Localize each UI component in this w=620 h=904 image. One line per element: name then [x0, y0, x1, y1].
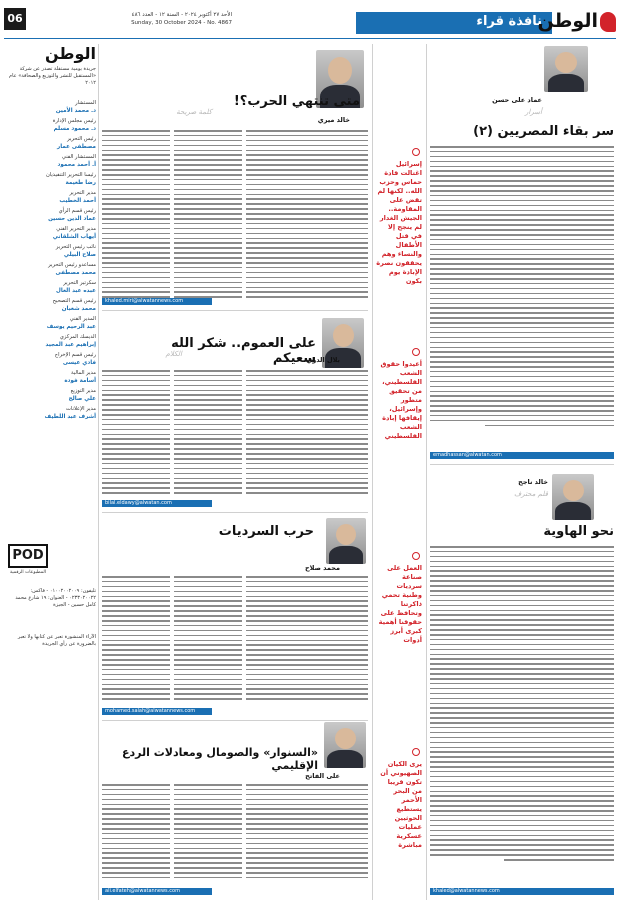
author-name: عماد على حسن [492, 96, 542, 104]
date-line [32, 11, 232, 27]
staff-entry: المدير الفني عبد الرحيم يوسف [46, 316, 96, 330]
pull-quote: العمل على صناعة سرديات وطنية تحمي ذاكرتنا وتحافظ على حقوقنا أهمية كبرى أبرز أدوات [378, 564, 422, 644]
article-body [102, 130, 170, 310]
contact-info: تليفون: ٠١٠٠٢٠٠٢٠٠٩ - فاكس: ٠٢٣٣٠٢٠٠٢٢ - العنوان: ١٩ شارع محمد كامل حسين - الجيزة [15, 588, 96, 608]
article-headline: «السنوار» والصومال ومعادلات الردع الإقليمي [121, 746, 318, 772]
article-body [246, 130, 368, 310]
author-email: khaled@alwatannews.com [430, 888, 614, 895]
separator [102, 310, 368, 311]
legal-notice: الآراء المنشورة تعبر عن كتابها ولا تعبر بالضرورة عن رأي الجريدة [17, 634, 96, 647]
article-body [102, 370, 170, 502]
separator [430, 464, 614, 465]
author-name: محمد صلاح [305, 564, 340, 572]
article-body [102, 784, 170, 888]
author-email: bilal.eldawy@alwatan.com [102, 500, 212, 507]
column-watermark: الكلام [165, 350, 182, 358]
pull-quote: أعيدوا حقوق الشعب الفلسطيني، من تحقيق متطور وإسرائيل، إيقافها إبادة الشعب الفلسطيني [380, 360, 422, 440]
staff-box [4, 44, 96, 900]
article-body [174, 370, 242, 502]
article-body [102, 576, 170, 710]
staff-entry: مدير التحرير الفني أيهاب الشلقاني [52, 226, 96, 240]
staff-entry: رئيس مجلس الإدارة د. محمود مسلم [52, 118, 96, 132]
staff-entry: رئيس التحرير مصطفى عمار [57, 136, 96, 150]
pod-label: POD [8, 544, 48, 568]
masthead-rule [4, 38, 616, 39]
staff-entry: الديسك المركزي إبراهيم عبد المجيد [45, 334, 96, 348]
section-banner [356, 12, 552, 34]
pull-quote: يرى الكيان الصهيوني أن تكون قريبا من البحر الأحمر يستطيع الحوثيين عمليات عسكرية مباشرة [380, 760, 422, 849]
page-number: 06 [4, 8, 26, 30]
article-headline: حرب السرديات [218, 524, 314, 539]
column-divider [372, 44, 373, 900]
article-body [246, 784, 368, 888]
logo-mark-icon [600, 12, 616, 32]
logo-word: الوطن [537, 10, 598, 32]
staff-entry: مساعدو رئيس التحرير محمد مصطفى [48, 262, 96, 276]
quote-mark-icon [412, 552, 420, 560]
author-email: emadhassan@alwatan.com [430, 452, 614, 459]
pod-caption: المطبوعات الرقمية [10, 570, 46, 575]
article-headline: على العموم.. شكر الله سعيكم [171, 336, 316, 366]
article-body [174, 130, 242, 310]
date-english: Sunday, 30 October 2024 - No. 4867 [131, 20, 232, 26]
author-name: خالد ميري [317, 116, 350, 124]
column-watermark: كلمة صريحة [176, 108, 212, 116]
staff-entry: نائب رئيس التحرير صلاح البيلي [55, 244, 96, 258]
article-headline: سر بقاء المصريين (٢) [473, 124, 614, 139]
column-divider [426, 44, 427, 900]
author-name: على الفاتح [305, 772, 340, 780]
column-watermark: قلم محترف [513, 490, 548, 498]
staff-entry: رئيس قسم التصحيح محمد شعبان [52, 298, 96, 312]
author-name: خالد ناجح [518, 478, 548, 486]
article-body [246, 370, 368, 502]
staff-entry: رئيس قسم الإخراج فادي عيسى [54, 352, 96, 366]
newspaper-logo [537, 8, 616, 36]
author-email: ali.elfateh@alwatannews.com [102, 888, 212, 895]
article-headline: نحو الهاوية [543, 524, 614, 539]
column-watermark: أسرار [525, 108, 542, 116]
staff-entry: مدير المالية أسامة فودة [64, 370, 96, 384]
staff-entry: المستشار الفني أ. أحمد محمود [57, 154, 96, 168]
separator [102, 512, 368, 513]
side-description: جريدة يومية مستقلة تصدر عن شركة «المستقبل للنشر والتوزيع والصحافة» عام ٢٠١٢ [9, 66, 96, 86]
quote-mark-icon [412, 748, 420, 756]
article-body [430, 546, 614, 882]
section-title: نافذة قراء [476, 14, 542, 29]
staff-entry: رئيسا التحرير التنفيذيان رضا طعيمة [45, 172, 96, 186]
column-divider [98, 44, 99, 900]
author-email: mohamed.salah@alwatannews.com [102, 708, 212, 715]
staff-entry: رئيس قسم الرأي عماد الدين حسين [48, 208, 96, 222]
masthead [4, 8, 616, 38]
author-email: khaled.miri@alwatannews.com [102, 298, 212, 305]
article-body [430, 146, 614, 446]
date-arabic: الأحد ٢٧ أكتوبر ٢٠٢٤ - السنة ١٢ - العدد ٤٨٦ [131, 12, 232, 18]
author-name: بلال الدوي [306, 356, 340, 364]
article-headline: متى تنتهي الحرب؟! [233, 94, 360, 109]
staff-entry: مدير الإعلانات أشرف عبد اللطيف [44, 406, 96, 420]
side-logo: الوطن [45, 44, 96, 63]
author-photo [552, 474, 594, 520]
staff-entry: سكرتير التحرير عبده عبد العال [56, 280, 96, 294]
quote-mark-icon [412, 148, 420, 156]
staff-entry: مدير التوزيع علي صالح [68, 388, 96, 402]
pod-logo [8, 544, 48, 580]
article-body [174, 576, 242, 710]
staff-entry: المستشار د. محمد الأمين [55, 100, 96, 114]
separator [102, 720, 368, 721]
staff-entry: مدير التحرير أحمد الخطيب [59, 190, 96, 204]
author-photo [544, 46, 588, 92]
article-body [246, 576, 368, 710]
author-photo [326, 518, 366, 564]
article-body [174, 784, 242, 888]
quote-mark-icon [412, 348, 420, 356]
author-photo [324, 722, 366, 768]
pull-quote: إسرائيل اغتالت قادة حماس وحزب الله.. لكنها لم تقض على المقاومة.. الجيش الغدار لم ينجح إلا في قتل الأطفال والنساء وهم يحققون نصرة الإبادة يوم بكون [376, 160, 422, 285]
